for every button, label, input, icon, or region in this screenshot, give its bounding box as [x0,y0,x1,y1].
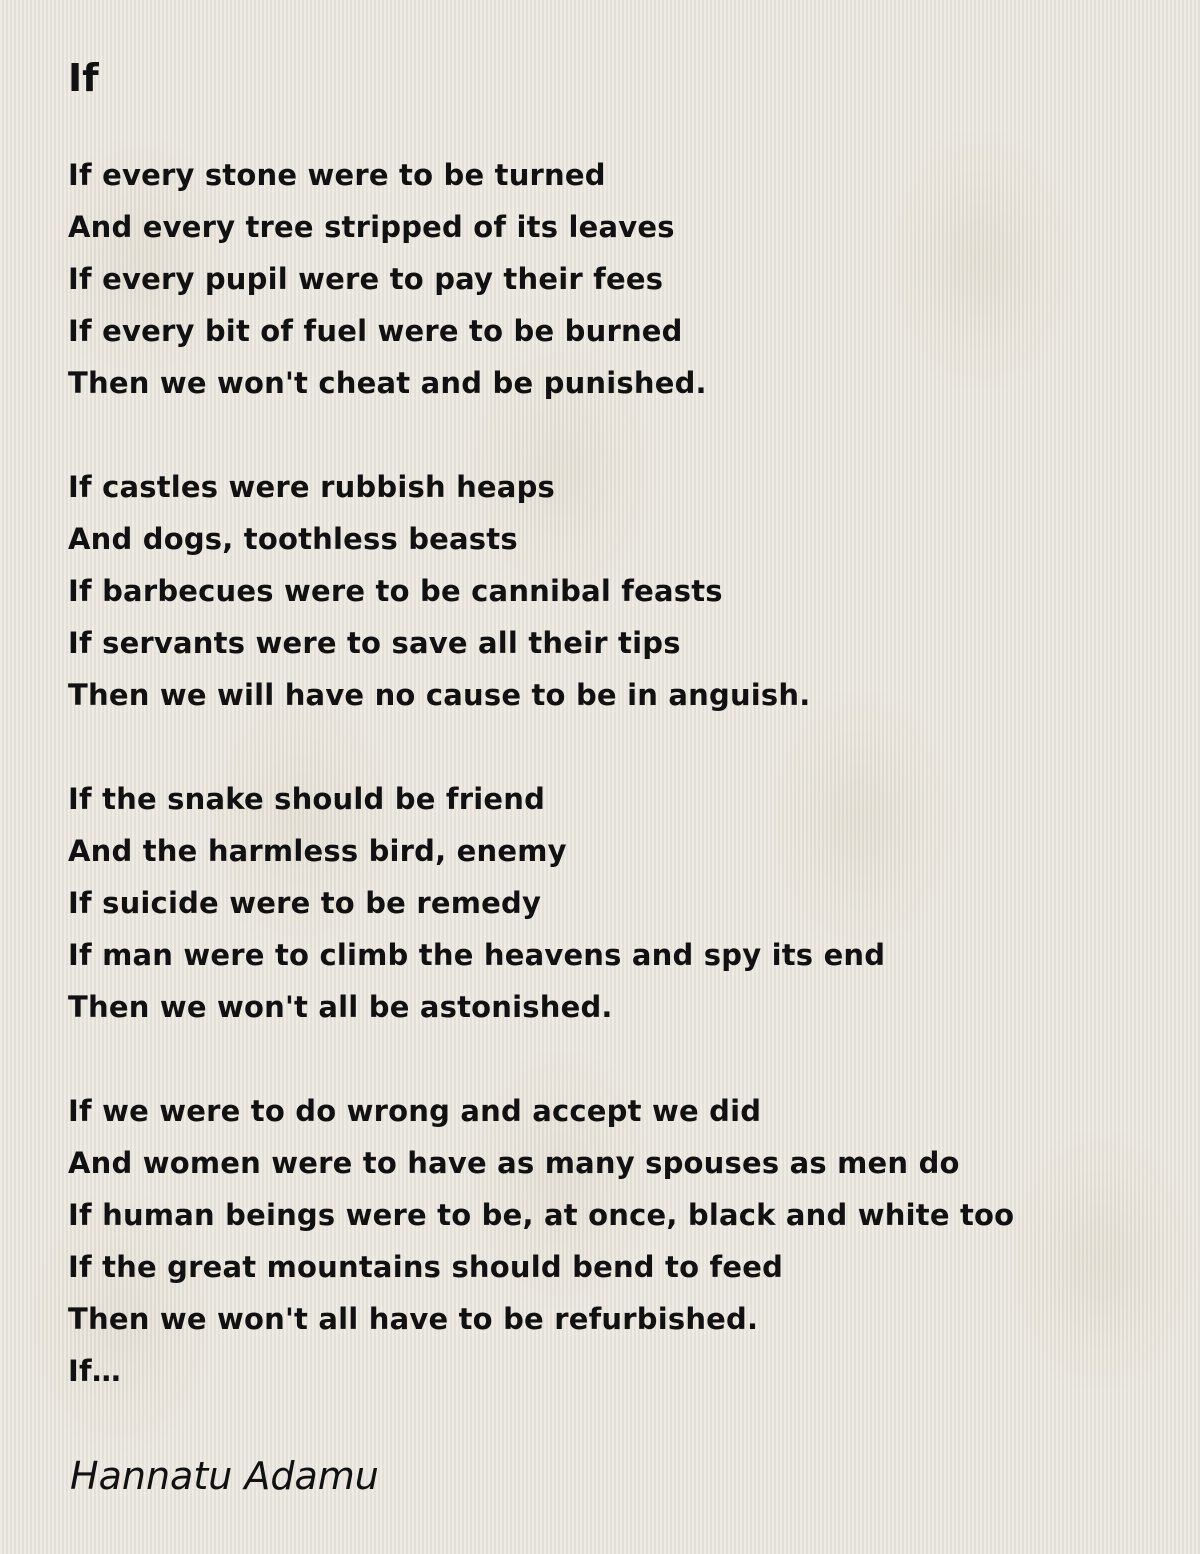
poem-line: If servants were to save all their tips [68,626,681,660]
poem-line: If suicide were to be remedy [68,886,542,920]
poem-line: If castles were rubbish heaps [68,470,555,504]
poem-line: Then we won't all be astonished. [68,990,613,1024]
poem-line: If the great mountains should bend to feed [68,1250,784,1284]
poem-body [68,149,1148,1449]
stanza [68,1085,1148,1397]
poem-author: Hannatu Adamu [70,1454,379,1498]
stanza [68,149,1148,409]
poem-line: If human beings were to be, at once, black and white too [68,1198,1015,1232]
poem-line: If… [68,1354,122,1388]
poem-line: If the snake should be friend [68,782,546,816]
poem-line: If barbecues were to be cannibal feasts [68,574,723,608]
poem-line: And dogs, toothless beasts [68,522,518,556]
poem-line: If we were to do wrong and accept we did [68,1094,762,1128]
poem-line: And the harmless bird, enemy [68,834,567,868]
poem-line: And women were to have as many spouses as men do [68,1146,960,1180]
stanza [68,773,1148,1033]
poem-line: Then we will have no cause to be in anguish. [68,678,811,712]
poem-title: If [68,56,99,100]
poem-line: If every pupil were to pay their fees [68,262,664,296]
poem-line: If every stone were to be turned [68,158,606,192]
stanza [68,461,1148,721]
poem-line: And every tree stripped of its leaves [68,210,675,244]
poem-line: If every bit of fuel were to be burned [68,314,683,348]
poem-line: Then we won't cheat and be punished. [68,366,707,400]
poem-line: Then we won't all have to be refurbished. [68,1302,759,1336]
poem-line: If man were to climb the heavens and spy its end [68,938,886,972]
